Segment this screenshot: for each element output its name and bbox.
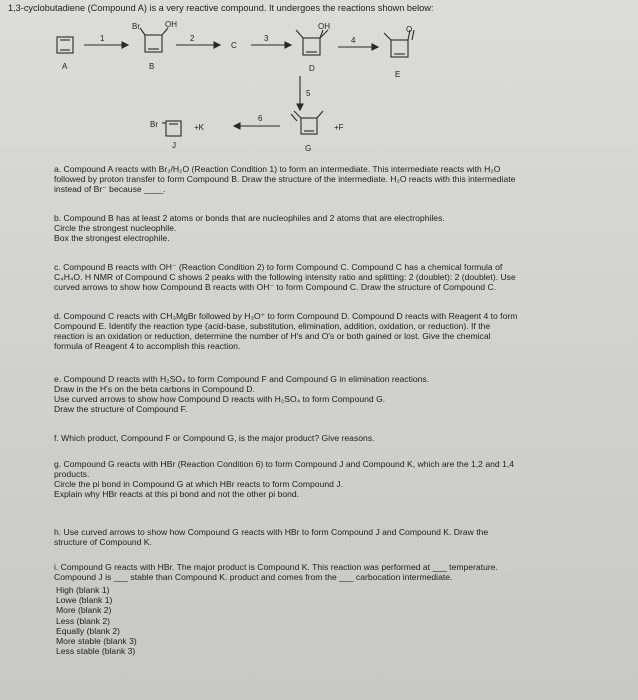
question-c: c. Compound B reacts with OH⁻ (Reaction Condition 2) to form Compound C. Compound C has a chemical formula of C₄H₄O. H NMR of Compound C shows 2 peaks with the following intensity ratio and splitting: 2 (doublet): 2 (doublet). Use curved arrows to show how Compound B reacts with OH⁻ to form Compound C. Draw the structure of Compound C. — [54, 262, 516, 292]
question-f: f. Which product, Compound F or Compound G, is the major product? Give reasons. — [54, 433, 375, 443]
option-less-stable: Less stable (blank 3) — [56, 646, 136, 657]
question-h: h. Use curved arrows to show how Compound G reacts with HBr to form Compound J and Compound K. Draw the structure of Compound K. — [54, 527, 489, 547]
label-compound-e: E — [395, 70, 401, 79]
label-br-j: Br — [150, 120, 158, 129]
label-compound-b: B — [149, 62, 155, 71]
label-br: Br — [132, 22, 140, 31]
question-i: i. Compound G reacts with HBr. The major product is Compound K. This reaction was performed at ___ temperature. Compound J is ___ stable than Compound K. product and comes from the ___ carbocation intermediate. — [54, 562, 498, 582]
compound-g-ring — [301, 118, 317, 134]
compound-a-ring — [57, 37, 73, 53]
option-high: High (blank 1) — [56, 585, 110, 595]
label-compound-j: J — [172, 141, 176, 150]
label-arrow-3: 3 — [264, 34, 269, 43]
option-more: More (blank 2) — [56, 605, 112, 616]
compound-j-ring — [166, 121, 181, 136]
answer-options — [56, 585, 137, 656]
label-oh-b: OH — [165, 20, 177, 29]
question-d: d. Compound C reacts with CH₃MgBr followed by H₃O⁺ to form Compound D. Compound D reacts with Reagent 4 to form Compound E. Identify the reaction type (acid-base, substitution, elimination, addition, oxidation, or reduction). If the reaction is an oxidation or reduction, determine the number of H's and O's or both gained or lost. Give the chemical formula of Reagent 4 to accomplish this reaction. — [54, 311, 518, 351]
label-arrow-4: 4 — [351, 36, 356, 45]
label-compound-a: A — [62, 62, 68, 71]
label-compound-k: +K — [194, 123, 205, 132]
label-arrow-1: 1 — [100, 34, 105, 43]
label-compound-f: +F — [334, 123, 344, 132]
label-arrow-5: 5 — [306, 89, 311, 98]
problem-title: 1,3-cyclobutadiene (Compound A) is a very reactive compound. It undergoes the reactions shown below: — [8, 3, 434, 13]
option-lowe: Lowe (blank 1) — [56, 595, 113, 606]
reaction-scheme — [0, 0, 638, 160]
label-compound-g: G — [305, 144, 312, 153]
label-compound-c: C — [231, 41, 237, 50]
label-oh-d: OH — [318, 22, 330, 31]
label-arrow-6: 6 — [258, 114, 263, 123]
label-arrow-2: 2 — [190, 34, 195, 43]
question-g: g. Compound G reacts with HBr (Reaction Condition 6) to form Compound J and Compound K, which are the 1,2 and 1,4 products. Circle the pi bond in Compound G at which HBr reacts to form Compound J. Explain why HBr reacts at this pi bond and not the other pi bond. — [54, 459, 515, 499]
option-less: Less (blank 2) — [56, 615, 110, 626]
option-more-stable: More stable (blank 3) — [56, 636, 137, 647]
question-a: a. Compound A reacts with Br₂/H₂O (Reaction Condition 1) to form an intermediate. This intermediate reacts with H₂O followed by proton transfer to form Compound B. Draw the structure of the intermediate. H₂O reacts with this intermediate instead of Br⁻ because ____. — [54, 164, 516, 194]
label-compound-d: D — [309, 64, 315, 73]
option-equally: Equally (blank 2) — [56, 625, 121, 636]
question-e: e. Compound D reacts with H₂SO₄ to form Compound F and Compound G in elimination reactions. Draw in the H's on the beta carbons in Compound D. Use curved arrows to show how Compound D reacts with H₂SO₄ to form Compound G. Draw the structure of Compound F. — [54, 374, 430, 414]
question-b: b. Compound B has at least 2 atoms or bonds that are nucleophiles and 2 atoms that are electrophiles. Circle the strongest nucleophile. Box the strongest electrophile. — [54, 213, 445, 243]
label-o-e: O — [406, 25, 413, 34]
